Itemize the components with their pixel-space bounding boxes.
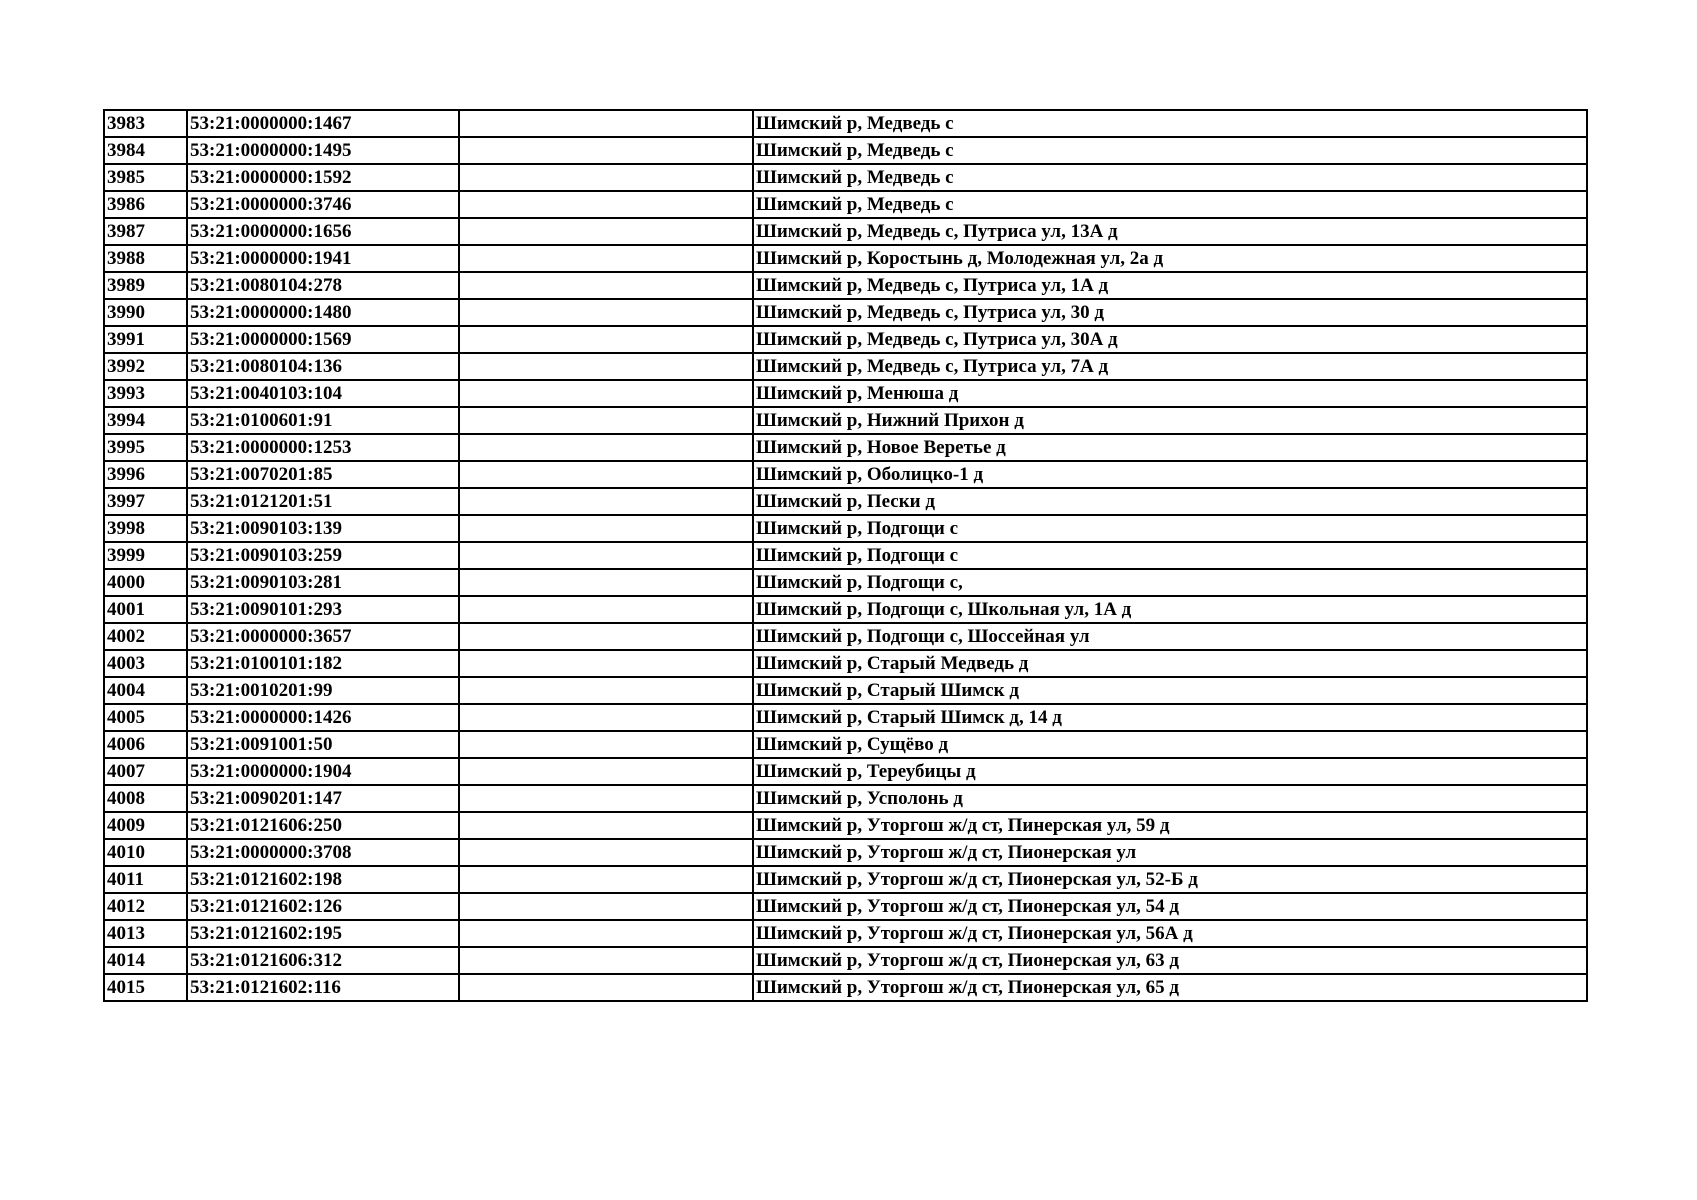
- cadastral-number-cell: 53:21:0121602:198: [187, 866, 459, 893]
- table-row: [104, 596, 1587, 623]
- cadastral-number-cell: 53:21:0100101:182: [187, 650, 459, 677]
- blank-cell: [459, 866, 753, 893]
- address-cell: Шимский р, Медведь с, Путриса ул, 7А д: [753, 353, 1587, 380]
- property-registry-table: [103, 109, 1588, 1002]
- address-cell: Шимский р, Новое Веретье д: [753, 434, 1587, 461]
- blank-cell: [459, 731, 753, 758]
- blank-cell: [459, 137, 753, 164]
- cadastral-number-cell: 53:21:0010201:99: [187, 677, 459, 704]
- cadastral-number-cell: 53:21:0121201:51: [187, 488, 459, 515]
- row-number-cell: 3997: [104, 488, 187, 515]
- blank-cell: [459, 110, 753, 137]
- address-cell: Шимский р, Медведь с, Путриса ул, 30 д: [753, 299, 1587, 326]
- table-row: [104, 920, 1587, 947]
- cadastral-number-cell: 53:21:0080104:136: [187, 353, 459, 380]
- row-number-cell: 3988: [104, 245, 187, 272]
- address-cell: Шимский р, Медведь с: [753, 164, 1587, 191]
- row-number-cell: 3992: [104, 353, 187, 380]
- blank-cell: [459, 758, 753, 785]
- cadastral-number-cell: 53:21:0000000:3657: [187, 623, 459, 650]
- row-number-cell: 3983: [104, 110, 187, 137]
- address-cell: Шимский р, Старый Шимск д: [753, 677, 1587, 704]
- table-row: [104, 407, 1587, 434]
- address-cell: Шимский р, Медведь с: [753, 110, 1587, 137]
- table-row: [104, 623, 1587, 650]
- cadastral-number-cell: 53:21:0000000:1480: [187, 299, 459, 326]
- blank-cell: [459, 920, 753, 947]
- cadastral-number-cell: 53:21:0121602:116: [187, 974, 459, 1001]
- document-page: [103, 109, 1586, 1002]
- address-cell: Шимский р, Старый Шимск д, 14 д: [753, 704, 1587, 731]
- cadastral-number-cell: 53:21:0070201:85: [187, 461, 459, 488]
- table-row: [104, 488, 1587, 515]
- table-row: [104, 569, 1587, 596]
- blank-cell: [459, 839, 753, 866]
- row-number-cell: 4009: [104, 812, 187, 839]
- row-number-cell: 3985: [104, 164, 187, 191]
- cadastral-number-cell: 53:21:0121606:250: [187, 812, 459, 839]
- cadastral-number-cell: 53:21:0121602:195: [187, 920, 459, 947]
- address-cell: Шимский р, Сущёво д: [753, 731, 1587, 758]
- address-cell: Шимский р, Подгощи с,: [753, 569, 1587, 596]
- row-number-cell: 3989: [104, 272, 187, 299]
- row-number-cell: 3984: [104, 137, 187, 164]
- table-row: [104, 110, 1587, 137]
- row-number-cell: 3998: [104, 515, 187, 542]
- blank-cell: [459, 515, 753, 542]
- cadastral-number-cell: 53:21:0090201:147: [187, 785, 459, 812]
- row-number-cell: 4005: [104, 704, 187, 731]
- table-row: [104, 218, 1587, 245]
- table-row: [104, 299, 1587, 326]
- blank-cell: [459, 434, 753, 461]
- address-cell: Шимский р, Подгощи с: [753, 515, 1587, 542]
- cadastral-number-cell: 53:21:0040103:104: [187, 380, 459, 407]
- cadastral-number-cell: 53:21:0100601:91: [187, 407, 459, 434]
- row-number-cell: 4001: [104, 596, 187, 623]
- table-row: [104, 245, 1587, 272]
- blank-cell: [459, 812, 753, 839]
- row-number-cell: 4011: [104, 866, 187, 893]
- blank-cell: [459, 191, 753, 218]
- address-cell: Шимский р, Уторгош ж/д ст, Пионерская ул, 63 д: [753, 947, 1587, 974]
- table-row: [104, 731, 1587, 758]
- cadastral-number-cell: 53:21:0000000:1426: [187, 704, 459, 731]
- address-cell: Шимский р, Оболицко-1 д: [753, 461, 1587, 488]
- blank-cell: [459, 164, 753, 191]
- blank-cell: [459, 272, 753, 299]
- cadastral-number-cell: 53:21:0090101:293: [187, 596, 459, 623]
- address-cell: Шимский р, Уторгош ж/д ст, Пинерская ул, 59 д: [753, 812, 1587, 839]
- blank-cell: [459, 218, 753, 245]
- address-cell: Шимский р, Подгощи с: [753, 542, 1587, 569]
- address-cell: Шимский р, Подгощи с, Школьная ул, 1А д: [753, 596, 1587, 623]
- blank-cell: [459, 407, 753, 434]
- table-body: [104, 110, 1587, 1001]
- row-number-cell: 4002: [104, 623, 187, 650]
- row-number-cell: 3987: [104, 218, 187, 245]
- blank-cell: [459, 704, 753, 731]
- blank-cell: [459, 488, 753, 515]
- blank-cell: [459, 974, 753, 1001]
- address-cell: Шимский р, Уторгош ж/д ст, Пионерская ул, 54 д: [753, 893, 1587, 920]
- row-number-cell: 3990: [104, 299, 187, 326]
- address-cell: Шимский р, Медведь с, Путриса ул, 1А д: [753, 272, 1587, 299]
- address-cell: Шимский р, Медведь с, Путриса ул, 13А д: [753, 218, 1587, 245]
- blank-cell: [459, 623, 753, 650]
- row-number-cell: 3993: [104, 380, 187, 407]
- table-row: [104, 542, 1587, 569]
- table-row: [104, 974, 1587, 1001]
- address-cell: Шимский р, Уторгош ж/д ст, Пионерская ул: [753, 839, 1587, 866]
- blank-cell: [459, 299, 753, 326]
- row-number-cell: 3986: [104, 191, 187, 218]
- cadastral-number-cell: 53:21:0090103:281: [187, 569, 459, 596]
- address-cell: Шимский р, Коростынь д, Молодежная ул, 2а д: [753, 245, 1587, 272]
- table-row: [104, 326, 1587, 353]
- blank-cell: [459, 596, 753, 623]
- row-number-cell: 4015: [104, 974, 187, 1001]
- row-number-cell: 4014: [104, 947, 187, 974]
- cadastral-number-cell: 53:21:0000000:1904: [187, 758, 459, 785]
- row-number-cell: 4004: [104, 677, 187, 704]
- cadastral-number-cell: 53:21:0000000:3708: [187, 839, 459, 866]
- cadastral-number-cell: 53:21:0000000:1592: [187, 164, 459, 191]
- row-number-cell: 3995: [104, 434, 187, 461]
- blank-cell: [459, 542, 753, 569]
- row-number-cell: 3996: [104, 461, 187, 488]
- row-number-cell: 4003: [104, 650, 187, 677]
- cadastral-number-cell: 53:21:0000000:1495: [187, 137, 459, 164]
- blank-cell: [459, 947, 753, 974]
- table-row: [104, 461, 1587, 488]
- table-row: [104, 650, 1587, 677]
- address-cell: Шимский р, Тереубицы д: [753, 758, 1587, 785]
- row-number-cell: 4007: [104, 758, 187, 785]
- blank-cell: [459, 461, 753, 488]
- cadastral-number-cell: 53:21:0000000:1253: [187, 434, 459, 461]
- table-row: [104, 677, 1587, 704]
- row-number-cell: 4008: [104, 785, 187, 812]
- row-number-cell: 3999: [104, 542, 187, 569]
- table-row: [104, 893, 1587, 920]
- row-number-cell: 4000: [104, 569, 187, 596]
- table-row: [104, 515, 1587, 542]
- cadastral-number-cell: 53:21:0121606:312: [187, 947, 459, 974]
- blank-cell: [459, 893, 753, 920]
- table-row: [104, 434, 1587, 461]
- blank-cell: [459, 353, 753, 380]
- table-row: [104, 137, 1587, 164]
- address-cell: Шимский р, Старый Медведь д: [753, 650, 1587, 677]
- address-cell: Шимский р, Уторгош ж/д ст, Пионерская ул, 56А д: [753, 920, 1587, 947]
- cadastral-number-cell: 53:21:0090103:259: [187, 542, 459, 569]
- table-row: [104, 191, 1587, 218]
- address-cell: Шимский р, Уторгош ж/д ст, Пионерская ул, 65 д: [753, 974, 1587, 1001]
- cadastral-number-cell: 53:21:0121602:126: [187, 893, 459, 920]
- row-number-cell: 4010: [104, 839, 187, 866]
- row-number-cell: 4013: [104, 920, 187, 947]
- table-row: [104, 272, 1587, 299]
- cadastral-number-cell: 53:21:0080104:278: [187, 272, 459, 299]
- address-cell: Шимский р, Медведь с: [753, 137, 1587, 164]
- row-number-cell: 4012: [104, 893, 187, 920]
- address-cell: Шимский р, Усполонь д: [753, 785, 1587, 812]
- blank-cell: [459, 245, 753, 272]
- address-cell: Шимский р, Менюша д: [753, 380, 1587, 407]
- blank-cell: [459, 650, 753, 677]
- blank-cell: [459, 326, 753, 353]
- row-number-cell: 3991: [104, 326, 187, 353]
- table-row: [104, 353, 1587, 380]
- address-cell: Шимский р, Уторгош ж/д ст, Пионерская ул, 52-Б д: [753, 866, 1587, 893]
- cadastral-number-cell: 53:21:0000000:1656: [187, 218, 459, 245]
- blank-cell: [459, 677, 753, 704]
- address-cell: Шимский р, Медведь с, Путриса ул, 30А д: [753, 326, 1587, 353]
- table-row: [104, 164, 1587, 191]
- table-row: [104, 839, 1587, 866]
- table-row: [104, 785, 1587, 812]
- address-cell: Шимский р, Нижний Прихон д: [753, 407, 1587, 434]
- cadastral-number-cell: 53:21:0000000:3746: [187, 191, 459, 218]
- table-row: [104, 380, 1587, 407]
- table-row: [104, 758, 1587, 785]
- cadastral-number-cell: 53:21:0091001:50: [187, 731, 459, 758]
- cadastral-number-cell: 53:21:0090103:139: [187, 515, 459, 542]
- cadastral-number-cell: 53:21:0000000:1569: [187, 326, 459, 353]
- address-cell: Шимский р, Медведь с: [753, 191, 1587, 218]
- address-cell: Шимский р, Пески д: [753, 488, 1587, 515]
- cadastral-number-cell: 53:21:0000000:1467: [187, 110, 459, 137]
- blank-cell: [459, 569, 753, 596]
- address-cell: Шимский р, Подгощи с, Шоссейная ул: [753, 623, 1587, 650]
- row-number-cell: 3994: [104, 407, 187, 434]
- table-row: [104, 812, 1587, 839]
- table-row: [104, 947, 1587, 974]
- cadastral-number-cell: 53:21:0000000:1941: [187, 245, 459, 272]
- blank-cell: [459, 785, 753, 812]
- table-row: [104, 704, 1587, 731]
- row-number-cell: 4006: [104, 731, 187, 758]
- blank-cell: [459, 380, 753, 407]
- table-row: [104, 866, 1587, 893]
